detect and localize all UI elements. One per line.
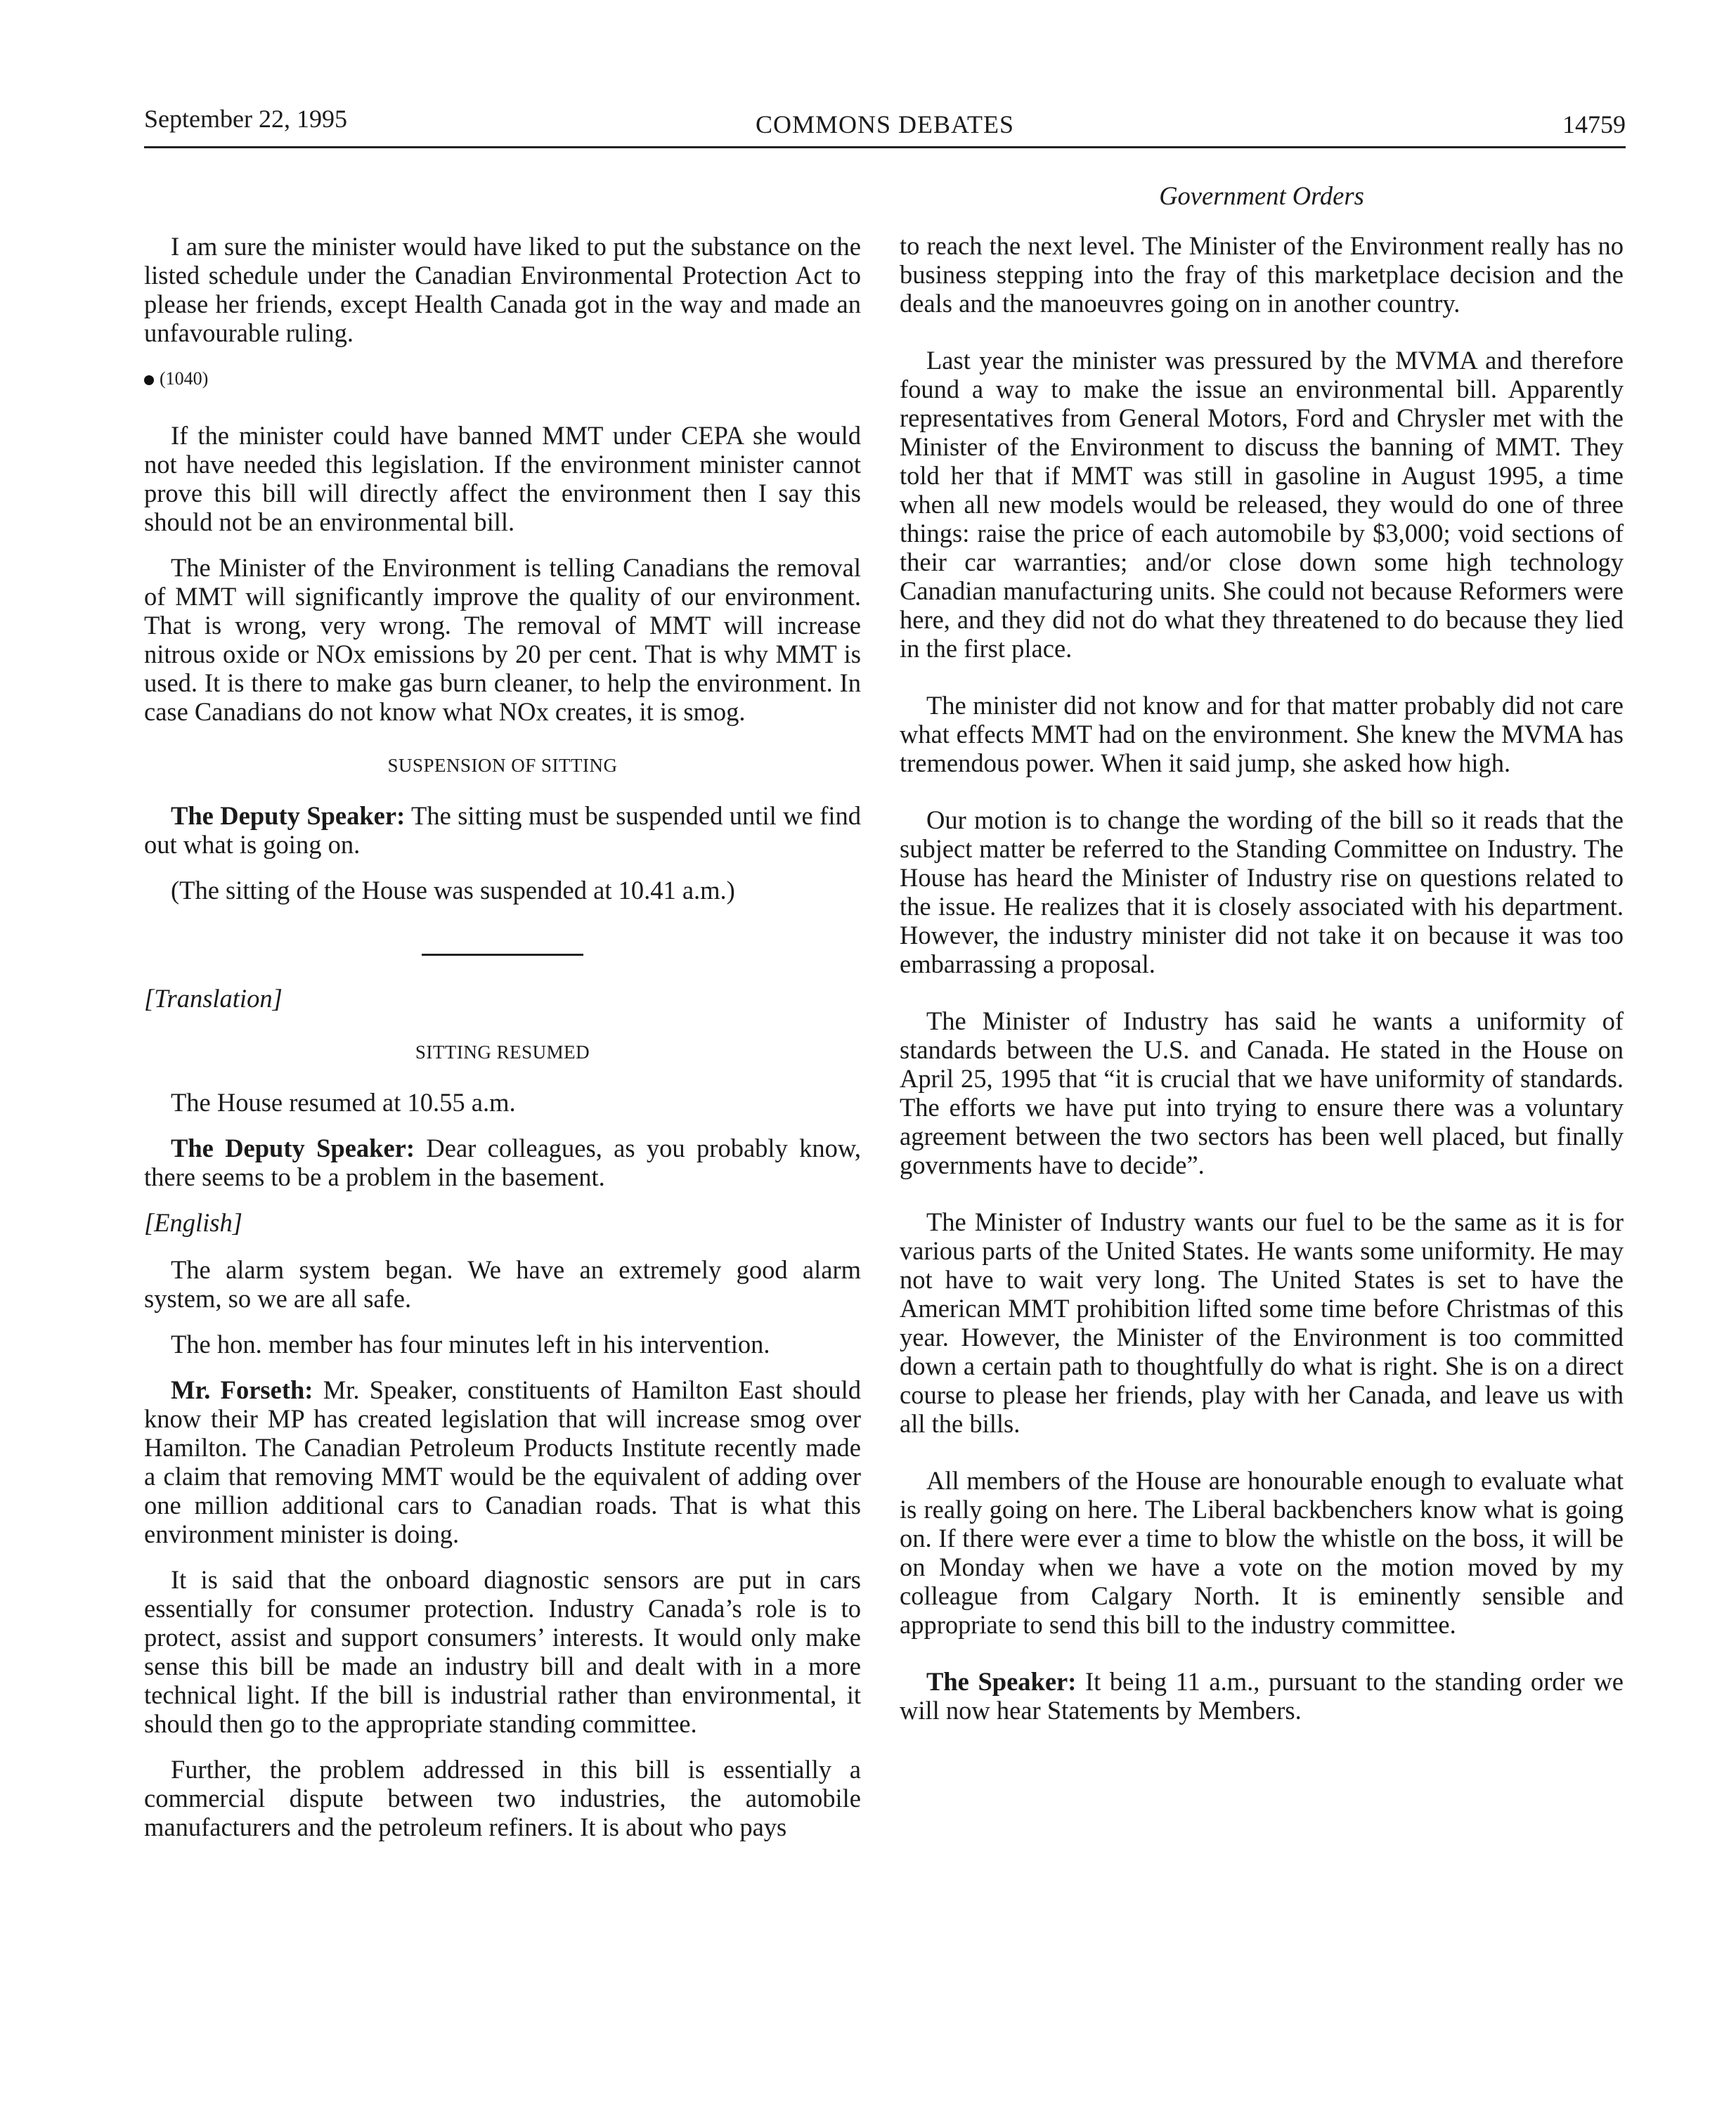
header-publication: COMMONS DEBATES: [755, 110, 1015, 138]
paragraph: The alarm system began. We have an extremely good alarm system, so we are all safe.: [144, 1255, 861, 1313]
paragraph: I am sure the minister would have liked to put the substance on the listed schedule under the Canadian Environmental Protection Act to please her friends, except Health Canada got in the way and made an unfavourable ruling.: [144, 232, 861, 347]
paragraph: to reach the next level. The Minister of the Environment really has no business stepping into the fray of this marketplace decision and the deals and the manoeuvres going on in another country.: [900, 231, 1624, 318]
paragraph: The Minister of Industry has said he wants a uniformity of standards between the U.S. and Canada. He stated in the House on April 25, 1995 that “it is crucial that we have uniformity of standards. The efforts we have put into trying to ensure there was a voluntary agreement between the two sectors has been well placed, but finally governments have to decide”.: [900, 1006, 1624, 1179]
paragraph: If the minister could have banned MMT under CEPA she would not have needed this legislation. If the environment minister cannot prove this bill will directly affect the environment then I say this should not be an environmental bill.: [144, 421, 861, 536]
time-stamp: (1040): [144, 364, 861, 393]
section-heading-resumed: SITTING RESUMED: [415, 1042, 590, 1063]
paragraph: Further, the problem addressed in this bill is essentially a commercial dispute between two industries, the automobile manufacturers and the petroleum refiners. It is about who pays: [144, 1755, 861, 1841]
language-label-english: [English]: [144, 1208, 242, 1237]
page-header: [144, 104, 1626, 146]
left-column: [144, 181, 861, 1858]
paragraph: Last year the minister was pressured by the MVMA and therefore found a way to make the issue an environmental bill. Apparently representatives from General Motors, Ford and Chrysler met with the Minister of the Environment to discuss the banning of MMT. They told her that if MMT was still in gasoline in August 1995, a time when all new models would be released, they would do one of three things: raise the price of each automobile by $3,000; void sections of their car warranties; and/or close down some high technology Canadian manufacturing units. She could not because Reformers were here, and they did not do what they threatened to do because they lied in the first place.: [900, 346, 1624, 663]
separator-rule: [422, 954, 583, 956]
paragraph: Our motion is to change the wording of the bill so it reads that the subject matter be referred to the Standing Committee on Industry. The House has heard the Minister of Industry rise on questions related to the issue. He realizes that it is closely associated with his department. However, the industry minister did not take it on because it was too embarrassing a proposal.: [900, 805, 1624, 978]
header-rule: [144, 146, 1626, 148]
right-column: [900, 181, 1624, 1753]
speech-speaker: The Speaker: It being 11 a.m., pursuant to the standing order we will now hear Statements by Members.: [900, 1667, 1624, 1725]
paragraph: The minister did not know and for that matter probably did not care what effects MMT had on the environment. She knew the MVMA has tremendous power. When it said jump, she asked how high.: [900, 691, 1624, 777]
paragraph: The Minister of Industry wants our fuel to be the same as it is for various parts of the United States. He wants some uniformity. He may not have to wait very long. The United States is set to have the American MMT prohibition lifted some time before Christmas of this year. However, the Minister of the Environment is too committed down a certain path to thoughtfully do what is right. She is on a direct course to please her friends, play with her Canada, and leave us with all the bills.: [900, 1207, 1624, 1438]
header-page-number: 14759: [1562, 110, 1626, 138]
procedural-note: (The sitting of the House was suspended at 10.41 a.m.): [171, 876, 735, 905]
language-label-translation: [Translation]: [144, 984, 283, 1013]
paragraph: All members of the House are honourable enough to evaluate what is really going on here. The Liberal backbenchers know what is going on. If there were ever a time to blow the whistle on the boss, it will be on Monday when we have a vote on the motion moved by my colleague from Calgary North. It is eminently sensible and appropriate to send this bill to the industry committee.: [900, 1466, 1624, 1639]
section-heading-suspension: SUSPENSION OF SITTING: [387, 755, 618, 776]
running-head: Government Orders: [1159, 181, 1364, 210]
paragraph: The hon. member has four minutes left in his intervention.: [171, 1330, 770, 1359]
speech-forseth: Mr. Forseth: Mr. Speaker, constituents of Hamilton East should know their MP has created legislation that will increase smog over Hamilton. The Canadian Petroleum Products Institute recently made a claim that removing MMT would be the equivalent of adding over one million additional cars to Canadian roads. That is what this environment minister is doing.: [144, 1375, 862, 1548]
bullet-icon: [144, 375, 154, 385]
paragraph: The Minister of the Environment is telling Canadians the removal of MMT will significantly improve the quality of our environment. That is wrong, very wrong. The removal of MMT will increase nitrous oxide or NOx emissions by 20 per cent. That is why MMT is used. It is there to make gas burn cleaner, to help the environment. In case Canadians do not know what NOx creates, it is smog.: [144, 553, 861, 726]
paragraph: It is said that the onboard diagnostic sensors are put in cars essentially for consumer protection. Industry Canada’s role is to protect, assist and support consumers’ interests. It would only make sense this bill be made an industry bill and dealt with in a more technical light. If the bill is industrial rather than environmental, it should then go to the appropriate standing committee.: [144, 1565, 861, 1738]
paragraph: The House resumed at 10.55 a.m.: [171, 1088, 516, 1117]
speech-deputy-speaker: The Deputy Speaker: Dear colleagues, as you probably know, there seems to be a problem in the basement.: [144, 1134, 862, 1191]
header-date: September 22, 1995: [144, 105, 347, 133]
speech-deputy-speaker: The Deputy Speaker: The sitting must be suspended until we find out what is going on.: [144, 801, 861, 859]
